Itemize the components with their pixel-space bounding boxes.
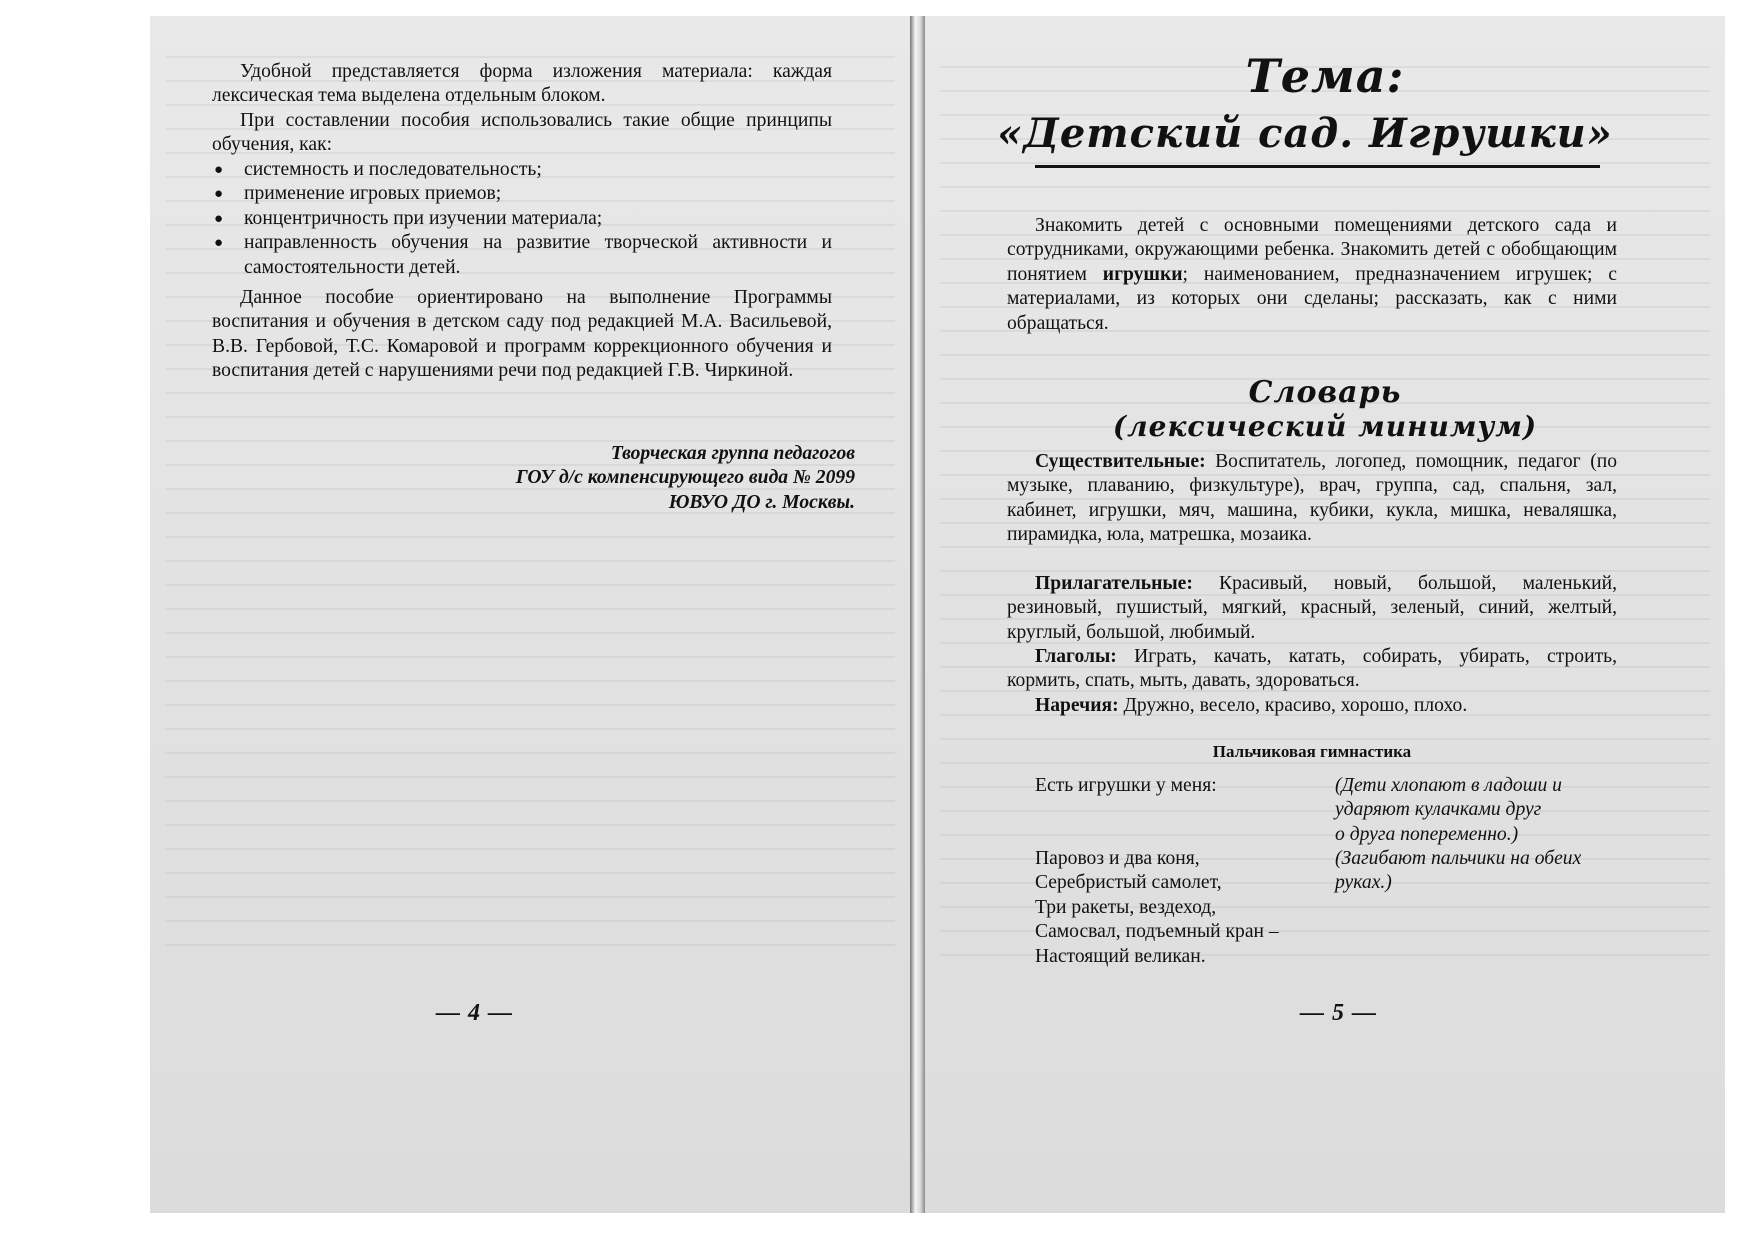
verbs-label: Глаголы: [1035, 646, 1117, 667]
goal-text-end: ; наименованием, предназначением игрушек; с материалами, из которых они сделаны; рассказать, как с ними обращаться. [1007, 263, 1618, 334]
poem-line: Есть игрушки у меня: [1035, 775, 1217, 796]
topic-title: «Детский сад. Игрушки» [997, 110, 1613, 157]
note-line: руках.) [1335, 872, 1392, 894]
adjectives-paragraph [1007, 572, 1617, 645]
verbs-paragraph [1007, 645, 1617, 694]
verbs-list: Играть, качать, катать, собирать, убирать, строить, кормить, спать, мыть, давать, здороваться. [1007, 646, 1617, 692]
list-item: ● применение игровых приемов; [212, 182, 832, 206]
book-gutter [910, 16, 925, 1213]
principles-list [212, 158, 832, 280]
dictionary-heading: Словарь [1248, 375, 1402, 410]
nouns-label: Существительные: [1035, 451, 1206, 472]
poem-line: Три ракеты, вездеход, [1035, 896, 1217, 918]
poem-line: Серебристый самолет, [1035, 872, 1222, 894]
signature-line: Творческая группа педагогов [610, 443, 855, 464]
page-number: — 4 — [436, 1000, 513, 1026]
signature [516, 442, 855, 515]
note-line: (Дети хлопают в ладоши и [1335, 775, 1562, 796]
title-underline [1035, 165, 1600, 168]
left-page [150, 16, 910, 1213]
adverbs-list: Дружно, весело, красиво, хорошо, плохо. [1118, 695, 1468, 716]
nouns-paragraph [1007, 450, 1617, 548]
list-item: ● направленность обучения на развитие творческой активности и самостоятельности детей. [212, 231, 832, 280]
finger-gym-heading: Пальчиковая гимнастика [1212, 742, 1412, 761]
intro-paragraph: Удобной представляется форма изложения материала: каждая лексическая тема выделена отдельным блоком. [212, 61, 832, 107]
list-item: ● концентричность при изучении материала; [212, 207, 832, 231]
principles-paragraph: При составлении пособия использовались такие общие принципы обучения, как: [212, 110, 832, 156]
dictionary-subheading: (лексический минимум) [1112, 410, 1538, 443]
poem-line: Паровоз и два коня, [1035, 848, 1200, 869]
stage-note-2 [1335, 847, 1635, 896]
goal-keyword: игрушки [1102, 263, 1183, 285]
adjectives-list: Красивый, новый, большой, маленький, резиновый, пушистый, мягкий, красный, зеленый, синий, желтый, круглый, большой, любимый. [1007, 573, 1617, 643]
poem-intro [1035, 774, 1335, 798]
poem-line: Настоящий великан. [1035, 945, 1206, 967]
poem-verse [1035, 847, 1335, 969]
signature-line: ЮВУО ДО г. Москвы. [668, 491, 855, 513]
program-paragraph: Данное пособие ориентировано на выполнение Программы воспитания и обучения в детском саду под редакцией М.А. Васильевой, В.В. Гербовой, Т.С. Комаровой и программ коррекционного обучения и воспитания детей с нарушениями речи под редакцией Г.В. Чиркиной. [212, 287, 832, 382]
nouns-list: Воспитатель, логопед, помощник, педагог (по музыке, плаванию, физкультуре), врач, группа, сад, спальня, зал, кабинет, игрушки, мяч, машина, кубики, кукла, мишка, неваляшка, пирамидка, юла, матрешка, мозаика. [1007, 451, 1617, 546]
adverbs-paragraph [1007, 694, 1617, 718]
poem-line: Самосвал, подъемный кран – [1035, 921, 1279, 943]
note-line: (Загибают пальчики на обеих [1335, 848, 1582, 869]
adjectives-label: Прилагательные: [1035, 573, 1193, 594]
topic-heading: Тема: [1245, 49, 1405, 103]
list-item: ● системность и последовательность; [212, 158, 832, 182]
note-line: ударяют кулачками друг [1335, 799, 1542, 821]
stage-note-1 [1335, 774, 1635, 847]
signature-line: ГОУ д/с компенсирующего вида № 2099 [515, 467, 855, 489]
page-number: — 5 — [1300, 1000, 1377, 1026]
right-page [925, 16, 1725, 1213]
adverbs-label: Наречия: [1035, 695, 1119, 716]
goal-text: Знакомить детей с основными помещениями детского сада и сотрудниками, окружающими ребенка. Знакомить детей с обобщающим понятием [1007, 215, 1617, 285]
note-line: о друга попеременно.) [1335, 823, 1519, 845]
goal-paragraph [1007, 214, 1617, 336]
